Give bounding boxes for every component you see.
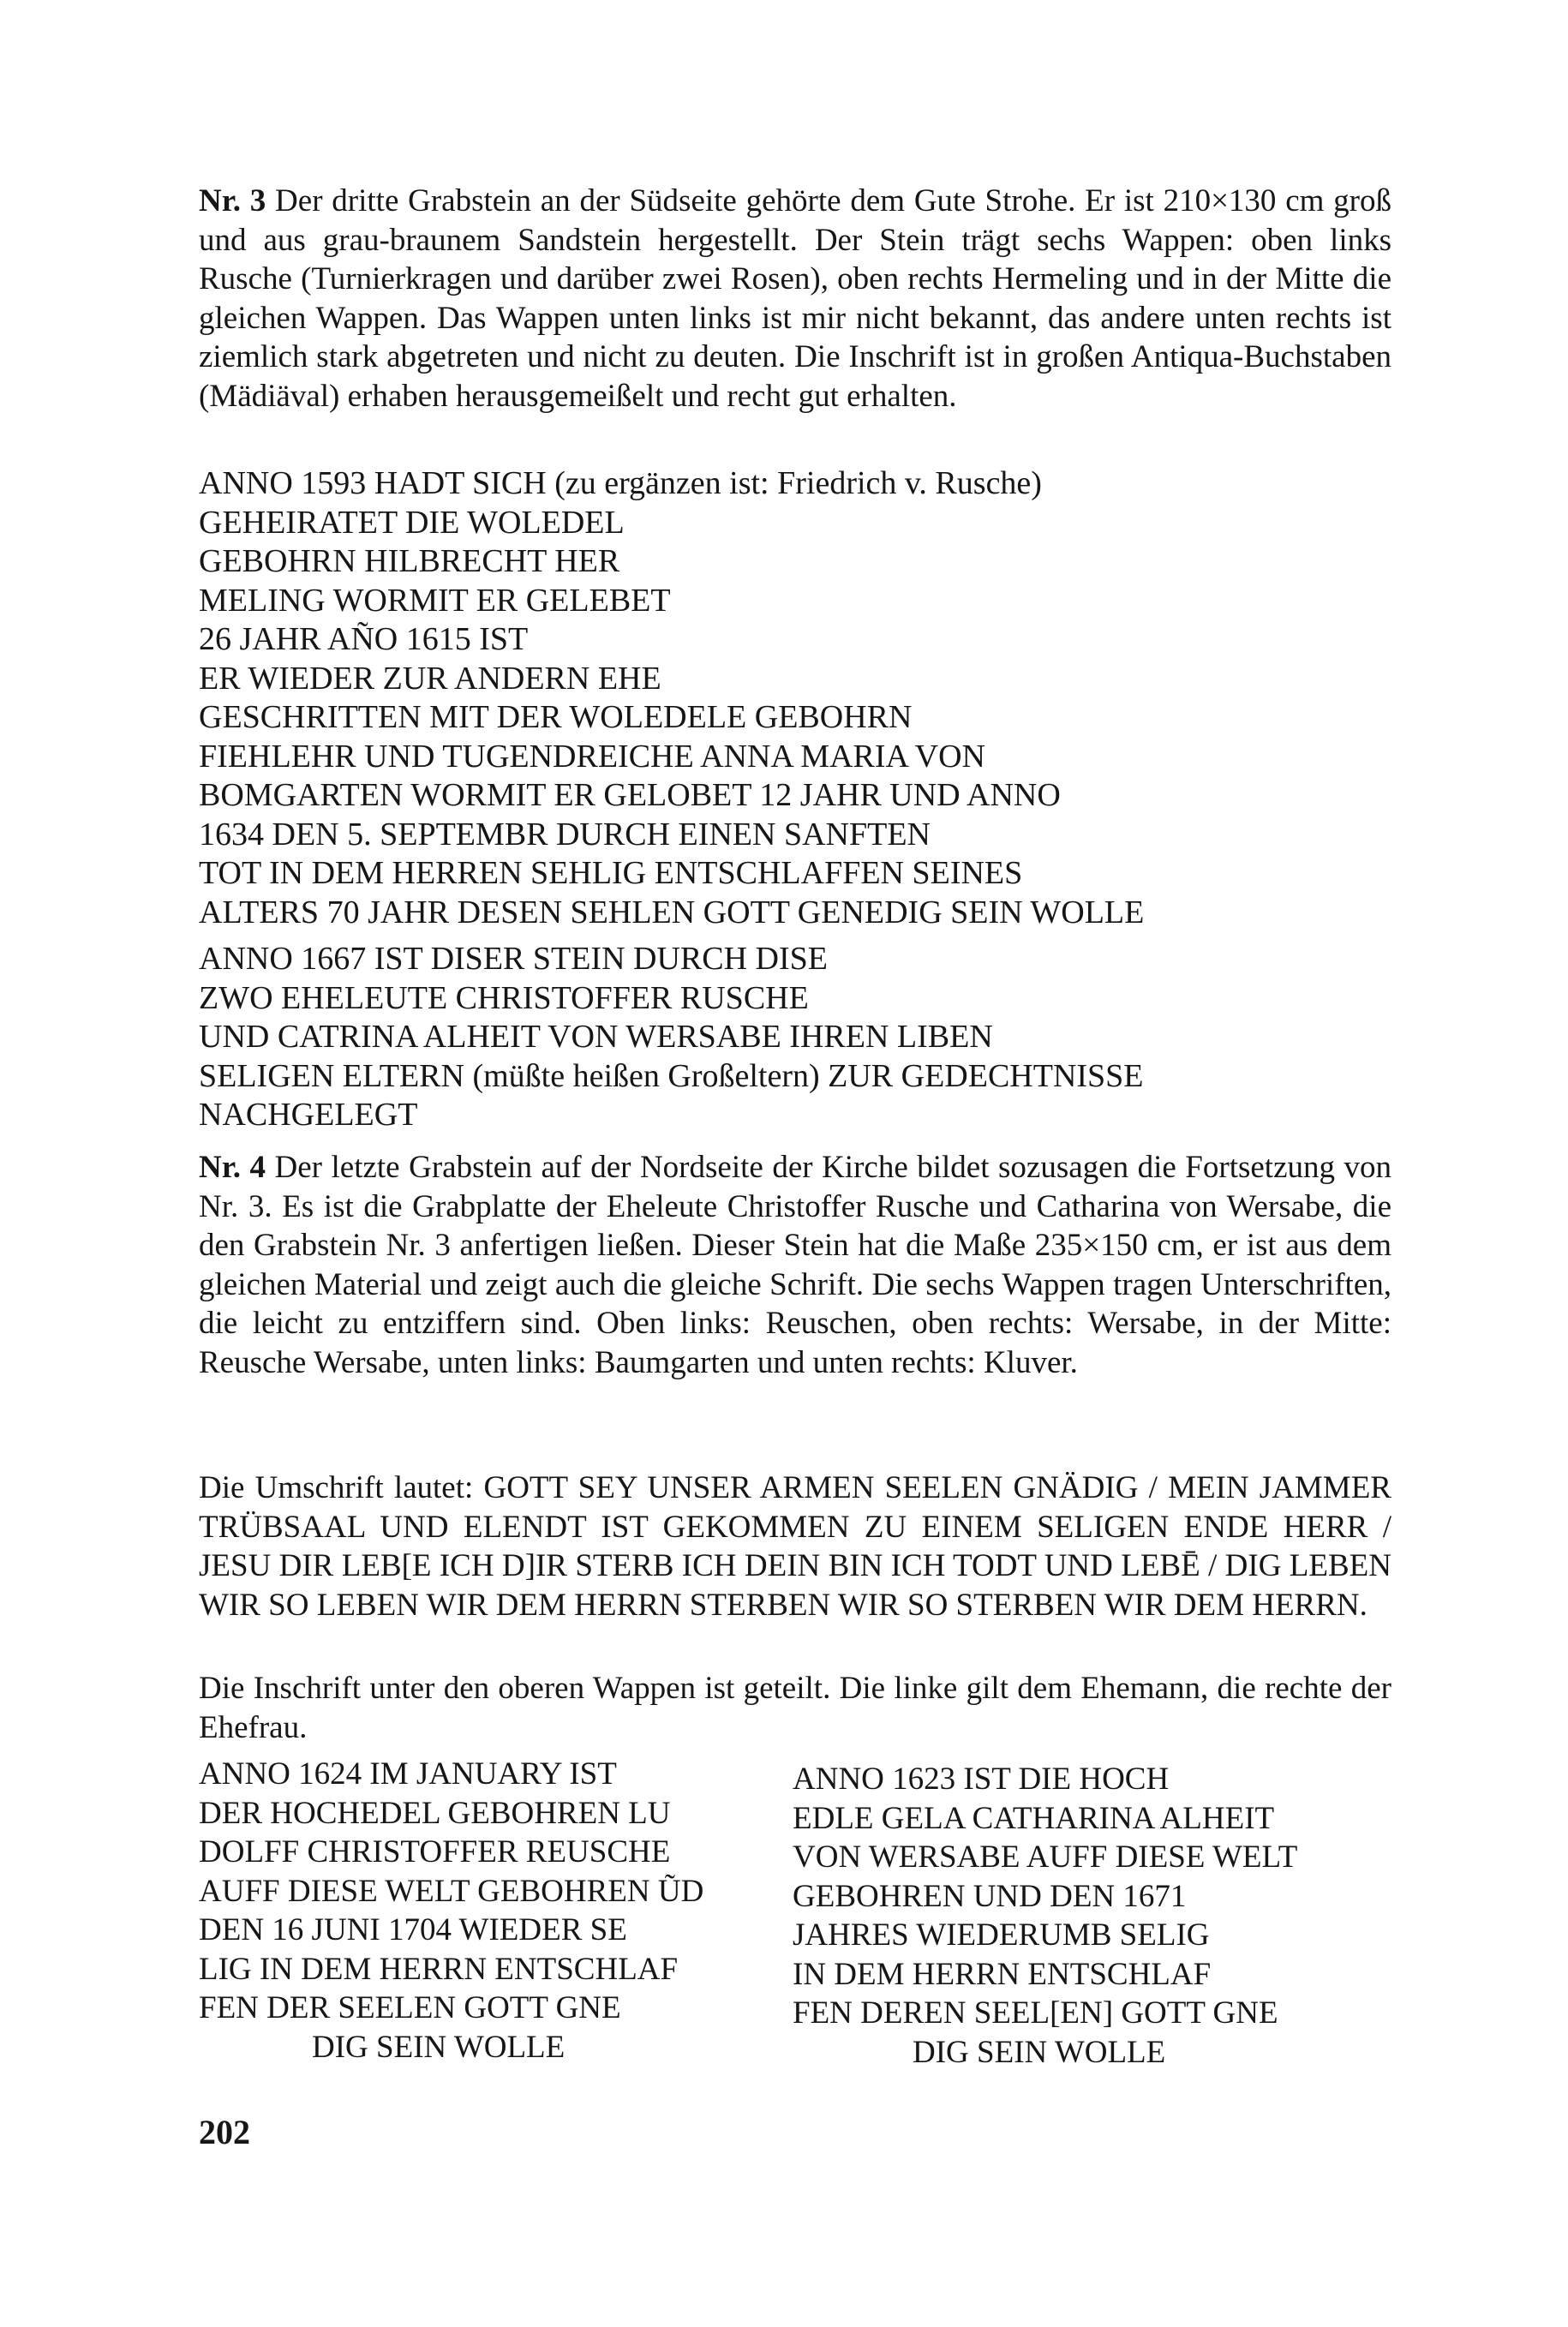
paragraph-umschrift-text: Die Umschrift lautet: GOTT SEY UNSER ARMEN SEELEN GNÄDIG / MEIN JAMMER TRÜBSAAL UND ELENDT IST GEKOMMEN ZU EINEM SELIGEN ENDE HERR / JESU DIR LEB[E ICH D]IR STERB ICH DEIN BIN ICH TODT UND LEBĒ / DIG LEBEN WIR SO LEBEN WIR DEM HERRN STERBEN WIR SO STERBEN WIR DEM HERRN. [199, 1470, 1391, 1623]
inscription-line: FIEHLEHR UND TUGENDREICHE ANNA MARIA VON [199, 738, 985, 775]
inscription-left-line: FEN DER SEELEN GOTT GNE [199, 1990, 621, 2025]
inscription-line: GESCHRITTEN MIT DER WOLEDELE GEBOHRN [199, 699, 913, 735]
inscription-right-line: IN DEM HERRN ENTSCHLAF [793, 1956, 1212, 1992]
inscription-left-line: DIG SEIN WOLLE [312, 2029, 566, 2065]
page-number: 202 [199, 2113, 250, 2151]
inscription-line: GEHEIRATET DIE WOLEDEL [199, 504, 625, 541]
inscription-left-column [199, 1755, 764, 2067]
paragraph-nr4 [199, 1148, 1391, 1382]
paragraph-nr4-label: Nr. 4 [199, 1150, 266, 1185]
inscription-line: NACHGELEGT [199, 1097, 418, 1133]
inscription-right-line: EDLE GELA CATHARINA ALHEIT [793, 1800, 1275, 1836]
inscription-left-line: DER HOCHEDEL GEBOHREN LU [199, 1795, 671, 1831]
inscription-left-line: LIG IN DEM HERRN ENTSCHLAF [199, 1951, 679, 1987]
inscription-right-line: JAHRES WIEDERUMB SELIG [793, 1917, 1210, 1953]
inscription-line: UND CATRINA ALHEIT VON WERSABE IHREN LIBEN [199, 1019, 993, 1055]
inscription-line: MELING WORMIT ER GELEBET [199, 582, 671, 619]
inscription-line: ZWO EHELEUTE CHRISTOFFER RUSCHE [199, 979, 809, 1016]
inscription-right-line: FEN DEREN SEEL[EN] GOTT GNE [793, 1995, 1278, 2031]
inscription-line: 1634 DEN 5. SEPTEMBR DURCH EINEN SANFTEN [199, 816, 931, 852]
inscription-right-line: GEBOHREN UND DEN 1671 [793, 1878, 1187, 1914]
inscription-left-line: DOLFF CHRISTOFFER REUSCHE [199, 1834, 671, 1869]
inscription-line: TOT IN DEM HERREN SEHLIG ENTSCHLAFFEN SEINES [199, 855, 1023, 891]
inscription-line: GEBOHRN HILBRECHT HER [199, 543, 620, 579]
inscription-right-line: VON WERSABE AUFF DIESE WELT [793, 1839, 1298, 1875]
inscription-line: ANNO 1593 HADT SICH (zu ergänzen ist: Friedrich v. Rusche) [199, 465, 1042, 501]
inscription-nr3 [199, 464, 1391, 932]
inscription-line: SELIGEN ELTERN (müßte heißen Großeltern) ZUR GEDECHTNISSE [199, 1057, 1144, 1094]
inscription-right-line: DIG SEIN WOLLE [913, 2034, 1166, 2070]
inscription-line: 26 JAHR AÑO 1615 IST [199, 621, 529, 657]
inscription-line: BOMGARTEN WORMIT ER GELOBET 12 JAHR UND ANNO [199, 777, 1061, 813]
paragraph-umschrift [199, 1469, 1391, 1624]
inscription-right-line: ANNO 1623 IST DIE HOCH [793, 1762, 1170, 1797]
paragraph-nr3-text: Nr. 3 Der dritte Grabstein an der Südseite gehörte dem Gute Strohe. Er ist 210×130 cm groß und aus grau-braunem Sandstein hergestellt. Der Stein trägt sechs Wappen: oben links Rusche (Turnierkragen und darüber zwei Rosen), oben rechts Hermeling und in der Mitte die gleichen Wappen. Das Wappen unten links ist mir nicht bekannt, das andere unten rechts ist ziemlich stark abgetreten und nicht zu deuten. Die Inschrift ist in großen Antiqua-Buchstaben (Mädiäval) erhaben herausgemeißelt und recht gut erhalten. [199, 183, 1391, 414]
inscription-left-line: DEN 16 JUNI 1704 WIEDER SE [199, 1912, 627, 1947]
inscription-nr3-addendum [199, 940, 1391, 1135]
inscription-line: ANNO 1667 IST DISER STEIN DURCH DISE [199, 941, 828, 977]
inscription-left-line: AUFF DIESE WELT GEBOHREN ŨD [199, 1873, 704, 1909]
paragraph-inschrift-text: Die Inschrift unter den oberen Wappen ist geteilt. Die linke gilt dem Ehemann, die rechte der Ehefrau. [199, 1671, 1391, 1745]
inscription-line: ALTERS 70 JAHR DESEN SEHLEN GOTT GENEDIG SEIN WOLLE [199, 894, 1145, 930]
paragraph-nr3-label: Nr. 3 [199, 183, 266, 218]
paragraph-inschrift [199, 1669, 1391, 1747]
paragraph-nr4-text: Nr. 4 Der letzte Grabstein auf der Nordseite der Kirche bildet sozusagen die Fortsetzung von Nr. 3. Es ist die Grabplatte der Eheleute Christoffer Rusche und Catharina von Wersabe, die den Grabstein Nr. 3 anfertigen ließen. Dieser Stein hat die Maße 235×150 cm, er ist aus dem gleichen Material und zeigt auch die gleiche Schrift. Die sechs Wappen tragen Unterschriften, die leicht zu entziffern sind. Oben links: Reuschen, oben rechts: Wersabe, in der Mitte: Reusche Wersabe, unten links: Baumgarten und unten rechts: Kluver. [199, 1150, 1392, 1380]
paragraph-nr3 [199, 182, 1391, 416]
inscription-left-line: ANNO 1624 IM JANUARY IST [199, 1756, 617, 1792]
inscription-line: ER WIEDER ZUR ANDERN EHE [199, 660, 661, 697]
inscription-right-column [793, 1760, 1392, 2072]
